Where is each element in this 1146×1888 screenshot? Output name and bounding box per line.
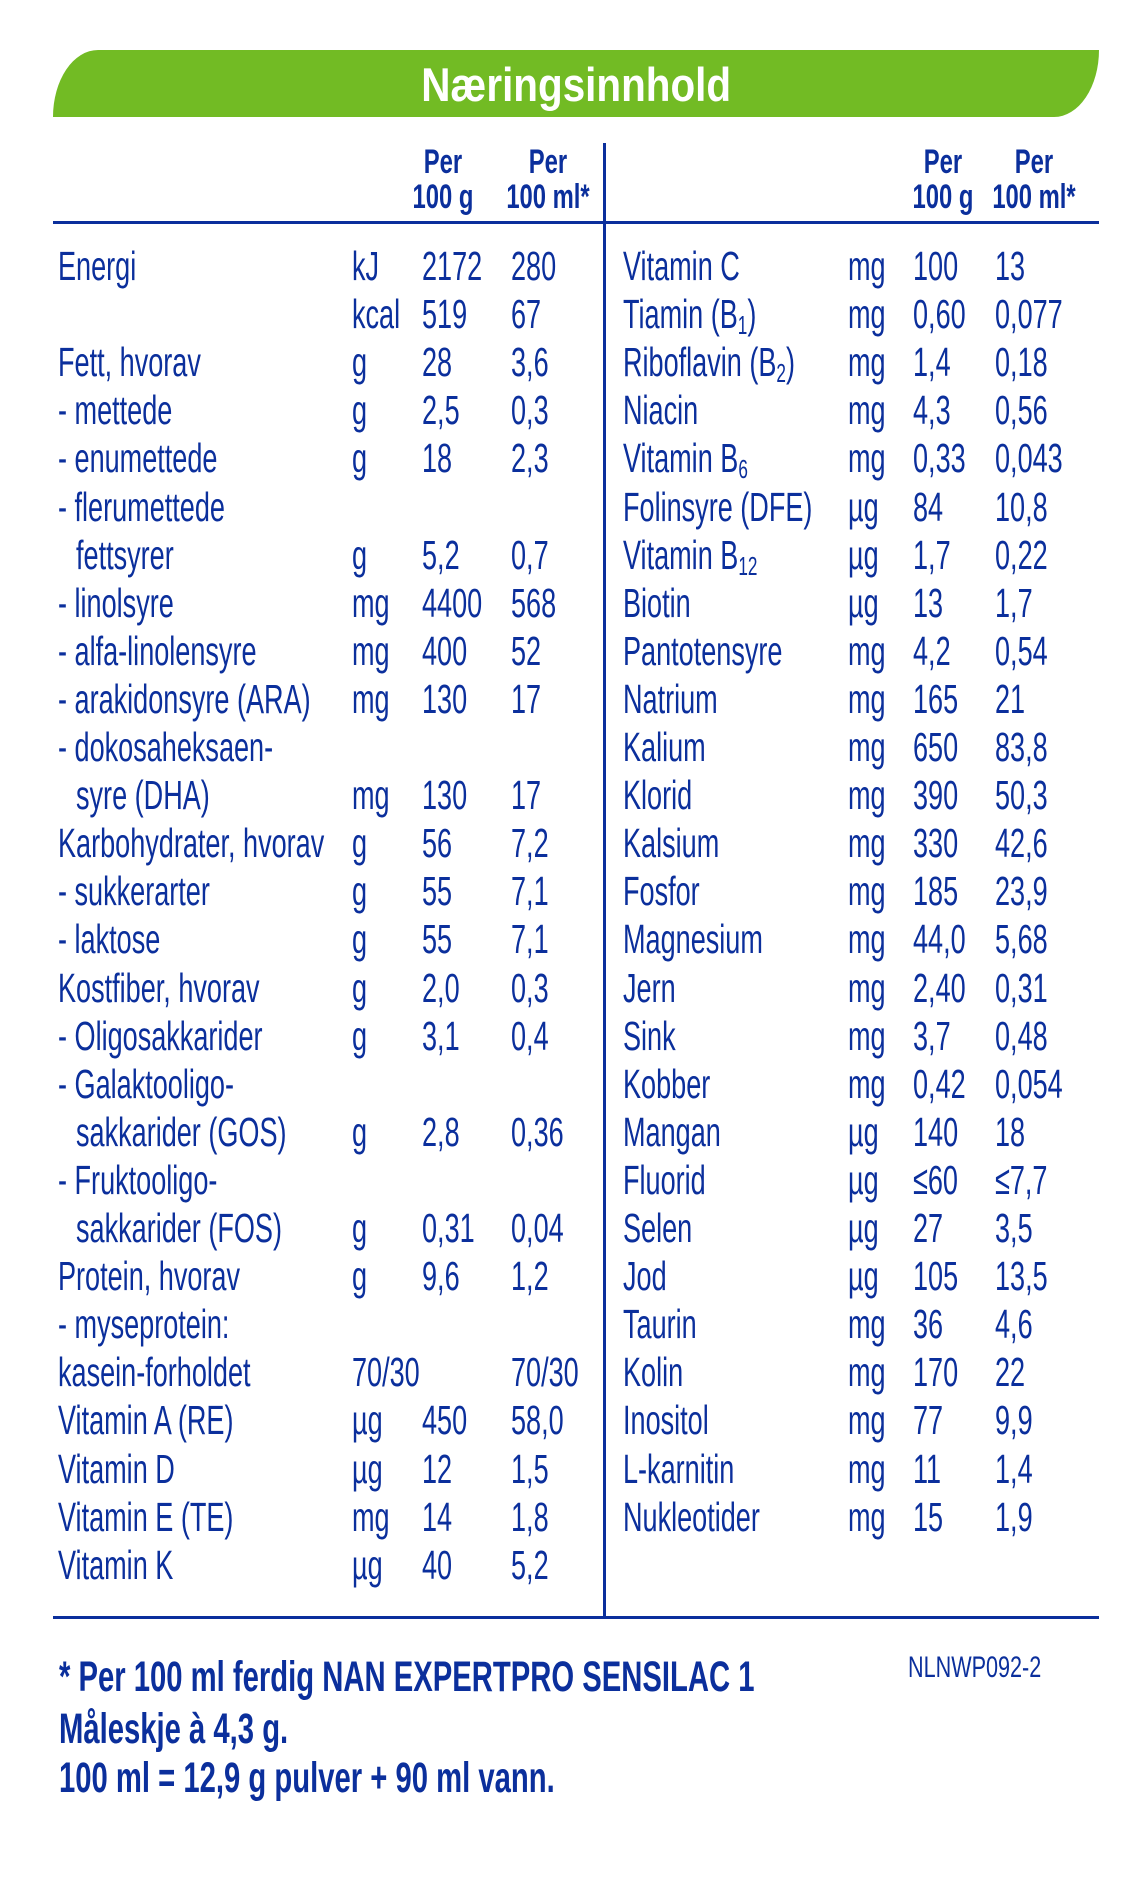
per-100g-cell: 4,3	[913, 387, 951, 434]
unit-cell: µg	[848, 1253, 879, 1300]
unit-cell: g	[352, 1108, 368, 1155]
table-row	[0, 1252, 1146, 1300]
table-row	[0, 1541, 1146, 1589]
per-100g-cell: 12	[422, 1445, 453, 1492]
per-100ml-cell: 18	[995, 1108, 1026, 1155]
nutrient-name-text: - dokosaheksaen-	[58, 724, 274, 770]
per-100ml-cell: 3,5	[995, 1205, 1033, 1251]
per-100g-cell: 4400	[422, 579, 483, 626]
nutrient-name-text: sakkarider (FOS)	[76, 1205, 282, 1251]
per-100g-cell: 28	[422, 339, 453, 386]
nutrient-name-text: - sukkerarter	[58, 868, 210, 915]
nutrient-name	[623, 1493, 760, 1541]
per-100g-cell: 5,2	[422, 531, 460, 578]
unit-cell: µg	[848, 1156, 879, 1203]
nutrient-name	[623, 723, 706, 771]
unit-cell: mg	[848, 243, 886, 289]
nutrient-name	[623, 627, 782, 675]
nutrient-name-text: - myseprotein:	[58, 1301, 230, 1348]
nutrient-name-text: Sink	[623, 1012, 676, 1059]
per-100ml-cell: 67	[511, 291, 542, 338]
per-100ml-cell: 17	[511, 772, 542, 819]
per-100ml-cell: 23,9	[995, 868, 1048, 915]
per-100g-cell: 4,2	[913, 627, 951, 674]
per-100g-cell: 13	[913, 579, 944, 626]
nutrient-name	[623, 386, 698, 434]
unit-cell: mg	[848, 820, 886, 867]
unit-cell: g	[352, 916, 368, 963]
table-row	[0, 1445, 1146, 1493]
unit-cell: g	[352, 820, 368, 867]
per-100g-cell: 1,7	[913, 531, 951, 578]
unit-cell: mg	[848, 627, 886, 674]
nutrient-name	[623, 1156, 706, 1204]
per-100ml-cell: 2,3	[511, 435, 549, 482]
per-100g-cell: 56	[422, 820, 453, 867]
nutrient-name-text: Vitamin B	[623, 531, 739, 578]
per-100ml-cell: ≤7,7	[995, 1156, 1048, 1203]
nutrient-name-text: Magnesium	[623, 916, 763, 963]
per-100g-cell: 330	[913, 820, 959, 867]
per-100g-cell: 185	[913, 868, 959, 915]
nutrient-name	[623, 531, 757, 579]
unit-cell: mg	[848, 1060, 886, 1107]
nutrient-name-text: Jern	[623, 964, 676, 1011]
nutrient-name-text: - alfa-linolensyre	[58, 627, 257, 674]
unit-cell: g	[352, 531, 368, 578]
per-100ml-cell: 568	[511, 579, 557, 626]
unit-cell: 70/30	[352, 1349, 420, 1396]
nutrient-name-text: Klorid	[623, 772, 693, 819]
per-100ml-cell: 0,04	[511, 1205, 564, 1251]
table-row	[0, 1204, 1146, 1252]
unit-cell: mg	[848, 772, 886, 819]
per-100ml-cell: 42,6	[995, 820, 1048, 867]
nutrient-name-text: Jod	[623, 1253, 667, 1300]
per-100g-cell: 40	[422, 1541, 453, 1588]
unit-cell: mg	[848, 1301, 886, 1348]
footnote-serving: * Per 100 ml ferdig NAN EXPERTPRO SENSILAC 1	[59, 1653, 755, 1701]
nutrient-name-text: Fosfor	[623, 868, 700, 915]
nutrient-name	[623, 1108, 721, 1156]
table-row	[0, 290, 1146, 341]
header-label: 100 g	[912, 178, 974, 216]
table-row	[0, 819, 1146, 867]
nutrient-name-text: Vitamin D	[58, 1445, 175, 1492]
per-100ml-cell: 50,3	[995, 772, 1048, 819]
per-100g-cell: ≤60	[913, 1156, 958, 1203]
per-100g-cell: 0,31	[422, 1205, 475, 1251]
unit-cell: kJ	[352, 243, 380, 289]
nutrient-name-text: - linolsyre	[58, 579, 174, 626]
unit-cell: µg	[352, 1445, 383, 1492]
per-100ml-cell: 0,36	[511, 1108, 564, 1155]
per-100ml-cell: 0,054	[995, 1060, 1063, 1107]
header-label: 100 ml*	[506, 178, 590, 216]
per-100g-cell: 14	[422, 1493, 453, 1540]
per-100g-cell: 519	[422, 291, 468, 338]
unit-cell: mg	[848, 1012, 886, 1059]
per-100g-cell: 18	[422, 435, 453, 482]
nutrient-name	[623, 964, 676, 1012]
nutrient-name-text: sakkarider (GOS)	[76, 1108, 287, 1155]
unit-cell: g	[352, 387, 368, 434]
per-100g-cell: 3,7	[913, 1012, 951, 1059]
per-100ml-cell: 21	[995, 675, 1026, 722]
nutrient-name-text: Taurin	[623, 1301, 697, 1348]
per-100ml-cell: 22	[995, 1349, 1026, 1396]
per-100g-cell: 2,8	[422, 1108, 460, 1155]
per-100ml-cell: 7,1	[511, 916, 549, 963]
unit-cell: g	[352, 868, 368, 915]
nutrient-name-text: L-karnitin	[623, 1445, 735, 1492]
nutrient-name-text: Vitamin K	[58, 1541, 174, 1588]
product-code: NLNWP092-2	[908, 1651, 1042, 1684]
per-100g-cell: 2,40	[913, 964, 966, 1011]
per-100ml-cell: 0,043	[995, 435, 1063, 482]
footnote-mixing: 100 ml = 12,9 g pulver + 90 ml vann.	[59, 1754, 555, 1802]
unit-cell: mg	[848, 964, 886, 1011]
nutrient-name	[623, 290, 757, 341]
per-100ml-cell: 58,0	[511, 1397, 564, 1444]
unit-cell: µg	[352, 1397, 383, 1444]
table-row	[0, 531, 1146, 579]
unit-cell: mg	[848, 1445, 886, 1492]
nutrient-name-text: syre (DHA)	[76, 772, 210, 819]
unit-cell: mg	[848, 1349, 886, 1396]
per-100ml-cell: 0,56	[995, 387, 1048, 434]
per-100g-cell: 0,33	[913, 435, 966, 482]
per-100g-cell: 130	[422, 675, 468, 722]
header-rule	[53, 221, 1099, 224]
per-100g-cell: 140	[913, 1108, 959, 1155]
header-label: 100 g	[412, 178, 474, 216]
unit-cell: µg	[848, 483, 879, 530]
per-100g-cell: 55	[422, 916, 453, 963]
nutrient-name-text: Kostfiber, hvorav	[58, 964, 260, 1011]
per-100ml-cell: 280	[511, 243, 557, 289]
per-100g-cell: 450	[422, 1397, 468, 1444]
nutrient-name-text: - flerumettede	[58, 483, 225, 530]
nutrient-name-text: Karbohydrater, hvorav	[58, 820, 325, 867]
table-row	[0, 242, 1146, 290]
per-100g-cell: 2172	[422, 243, 483, 289]
nutrient-name	[623, 483, 812, 531]
nutrient-name	[623, 675, 718, 723]
table-row	[0, 338, 1146, 389]
per-100ml-cell: 1,8	[511, 1493, 549, 1540]
nutrient-name-text: Natrium	[623, 675, 718, 722]
per-100ml-cell: 1,2	[511, 1253, 549, 1300]
unit-cell: µg	[848, 1108, 879, 1155]
unit-cell: g	[352, 1253, 368, 1300]
per-100ml-cell: 0,4	[511, 1012, 549, 1059]
per-100ml-cell: 1,5	[511, 1445, 549, 1492]
unit-cell: mg	[848, 724, 886, 770]
unit-cell: g	[352, 339, 368, 386]
nutrient-name	[623, 819, 719, 867]
nutrient-name	[623, 867, 700, 915]
unit-cell: g	[352, 1012, 368, 1059]
per-100ml-cell: 17	[511, 675, 542, 722]
nutrient-subscript: 12	[738, 550, 758, 581]
per-100ml-cell: 0,3	[511, 387, 549, 434]
per-100ml-cell: 5,2	[511, 1541, 549, 1588]
page-title: Næringsinnhold	[421, 58, 731, 111]
unit-cell: mg	[848, 435, 886, 482]
nutrient-name-text: fettsyrer	[76, 531, 174, 578]
per-100ml-cell: 7,2	[511, 820, 549, 867]
per-100ml-cell: 70/30	[511, 1349, 579, 1396]
header-label: Per	[1014, 143, 1054, 181]
nutrient-name-text: Kobber	[623, 1060, 711, 1107]
nutrient-name-text: Folinsyre (DFE)	[623, 483, 813, 530]
nutrient-name-text: Fluorid	[623, 1156, 706, 1203]
nutrient-name	[58, 1541, 173, 1589]
unit-cell: mg	[848, 387, 886, 434]
per-100ml-cell: 0,31	[995, 964, 1048, 1011]
table-row	[0, 867, 1146, 915]
table-row	[0, 771, 1146, 819]
nutrient-name-text: Biotin	[623, 579, 691, 626]
header-label: 100 ml*	[992, 178, 1076, 216]
nutrient-name-text: Niacin	[623, 387, 699, 434]
table-row	[0, 1060, 1146, 1108]
per-100g-cell: 44,0	[913, 916, 966, 963]
per-100ml-cell: 3,6	[511, 339, 549, 386]
table-row	[0, 675, 1146, 723]
nutrient-name	[623, 1012, 676, 1060]
unit-cell: mg	[352, 772, 390, 819]
per-100g-cell: 400	[422, 627, 468, 674]
nutrient-subscript: 1	[737, 310, 748, 341]
unit-cell: g	[352, 964, 368, 1011]
per-100g-cell: 77	[913, 1397, 944, 1444]
unit-cell: mg	[352, 1493, 390, 1540]
nutrient-name-text: - enumettede	[58, 435, 218, 482]
unit-cell: mg	[848, 675, 886, 722]
per-100g-cell: 165	[913, 675, 959, 722]
table-row	[0, 1108, 1146, 1156]
header-label: Per	[528, 143, 568, 181]
per-100g-cell: 390	[913, 772, 959, 819]
nutrient-name-text: Fett, hvorav	[58, 339, 201, 386]
nutrient-subscript: 2	[776, 358, 786, 389]
bottom-rule	[53, 1616, 1099, 1619]
per-100ml-cell: 0,48	[995, 1012, 1048, 1059]
table-row	[0, 386, 1146, 434]
per-100ml-cell: 83,8	[995, 724, 1048, 770]
per-100ml-cell: 9,9	[995, 1397, 1033, 1444]
per-100ml-cell: 0,7	[511, 531, 549, 578]
per-100ml-cell: 0,22	[995, 531, 1048, 578]
nutrient-name	[623, 338, 795, 389]
per-100ml-cell: 13,5	[995, 1253, 1048, 1300]
nutrient-name-tail: )	[785, 339, 795, 386]
table-row	[0, 579, 1146, 627]
nutrient-name	[623, 1396, 709, 1444]
table-row	[0, 434, 1146, 485]
unit-cell: mg	[848, 868, 886, 915]
nutrient-name-text: - Oligosakkarider	[58, 1012, 263, 1059]
table-row	[0, 915, 1146, 963]
nutrient-name-text: Tiamin (B	[623, 291, 738, 338]
per-100g-cell: 0,60	[913, 291, 966, 338]
nutrient-name-text: Selen	[623, 1205, 693, 1251]
per-100ml-cell: 0,077	[995, 291, 1063, 338]
nutrient-name	[623, 1348, 683, 1396]
nutrient-name-text: - arakidonsyre (ARA)	[58, 675, 311, 722]
unit-cell: mg	[848, 1397, 886, 1444]
per-100ml-cell: 13	[995, 243, 1026, 289]
nutrient-name-text: kasein-forholdet	[58, 1349, 251, 1396]
nutrient-name-text: Mangan	[623, 1108, 721, 1155]
nutrient-name-text: - laktose	[58, 916, 161, 963]
per-100g-cell: 3,1	[422, 1012, 460, 1059]
nutrient-subscript: 6	[738, 454, 748, 485]
per-100g-cell: 100	[913, 243, 959, 289]
per-100g-cell: 0,42	[913, 1060, 966, 1107]
unit-cell: µg	[848, 579, 879, 626]
per-100ml-cell: 1,9	[995, 1493, 1033, 1540]
nutrient-name	[623, 1300, 697, 1348]
nutrient-name	[623, 915, 763, 963]
nutrient-name-text: Protein, hvorav	[58, 1253, 240, 1300]
nutrient-name-text: Kalsium	[623, 820, 720, 867]
table-row	[0, 1012, 1146, 1060]
unit-cell: g	[352, 1205, 368, 1251]
per-100ml-cell: 0,3	[511, 964, 549, 1011]
table-row	[0, 1348, 1146, 1396]
per-100ml-cell: 1,7	[995, 579, 1033, 626]
nutrient-name	[623, 579, 691, 627]
per-100ml-cell: 7,1	[511, 868, 549, 915]
footnote-scoop: Måleskje à 4,3 g.	[59, 1705, 289, 1753]
unit-cell: mg	[848, 339, 886, 386]
nutrient-name-text: Inositol	[623, 1397, 709, 1444]
nutrient-name	[623, 1252, 667, 1300]
unit-cell: kcal	[352, 291, 401, 338]
unit-cell: mg	[352, 579, 390, 626]
unit-cell: g	[352, 435, 368, 482]
nutrient-name-text: Pantotensyre	[623, 627, 783, 674]
nutrient-name-text: Kalium	[623, 724, 706, 770]
nutrient-name-text: Vitamin E (TE)	[58, 1493, 234, 1540]
nutrient-name	[623, 434, 748, 485]
header-label: Per	[423, 143, 463, 181]
per-100g-cell: 650	[913, 724, 959, 770]
per-100g-cell: 27	[913, 1205, 944, 1251]
per-100g-cell: 11	[913, 1445, 942, 1492]
nutrient-name-tail: )	[747, 291, 757, 338]
per-100ml-cell: 4,6	[995, 1301, 1033, 1348]
table-row	[0, 1396, 1146, 1444]
nutrient-name-text: - Galaktooligo-	[58, 1060, 234, 1107]
table-row	[0, 723, 1146, 771]
per-100ml-cell: 1,4	[995, 1445, 1033, 1492]
nutrient-name-text: - mettede	[58, 387, 173, 434]
per-100g-cell: 1,4	[913, 339, 951, 386]
per-100g-cell: 9,6	[422, 1253, 460, 1300]
unit-cell: mg	[352, 627, 390, 674]
left-header-per-100ml	[478, 145, 618, 215]
nutrient-name-text: - Fruktooligo-	[58, 1156, 218, 1203]
per-100ml-cell: 52	[511, 627, 542, 674]
right-header-per-100ml	[964, 145, 1104, 215]
table-row	[0, 627, 1146, 675]
per-100ml-cell: 0,54	[995, 627, 1048, 674]
unit-cell: µg	[352, 1541, 383, 1588]
per-100g-cell: 2,0	[422, 964, 460, 1011]
unit-cell: mg	[848, 1493, 886, 1540]
per-100ml-cell: 5,68	[995, 916, 1048, 963]
nutrient-name	[623, 1445, 734, 1493]
table-row	[0, 964, 1146, 1012]
nutrient-name	[623, 242, 740, 290]
nutrient-name-text: Vitamin B	[623, 435, 739, 482]
nutrient-name-text: Energi	[58, 243, 137, 289]
per-100g-cell: 84	[913, 483, 944, 530]
per-100g-cell: 2,5	[422, 387, 460, 434]
table-row	[0, 483, 1146, 531]
per-100g-cell: 36	[913, 1301, 944, 1348]
header-label: Per	[923, 143, 963, 181]
nutrient-name	[623, 1060, 710, 1108]
nutrient-name	[623, 1204, 692, 1252]
title-banner	[53, 50, 1099, 117]
per-100g-cell: 170	[913, 1349, 959, 1396]
nutrient-name-text: Vitamin A (RE)	[58, 1397, 234, 1444]
unit-cell: µg	[848, 531, 879, 578]
per-100g-cell: 15	[913, 1493, 944, 1540]
nutrient-name-text: Nukleotider	[623, 1493, 760, 1540]
table-row	[0, 1493, 1146, 1541]
nutrient-name-text: Riboflavin (B	[623, 339, 777, 386]
per-100g-cell: 55	[422, 868, 453, 915]
unit-cell: mg	[848, 291, 886, 338]
unit-cell: mg	[352, 675, 390, 722]
per-100g-cell: 130	[422, 772, 468, 819]
unit-cell: µg	[848, 1205, 879, 1251]
nutrient-name-text: Kolin	[623, 1349, 684, 1396]
unit-cell: mg	[848, 916, 886, 963]
table-row	[0, 1300, 1146, 1348]
per-100ml-cell: 10,8	[995, 483, 1048, 530]
table-row	[0, 1156, 1146, 1204]
per-100ml-cell: 0,18	[995, 339, 1048, 386]
nutrient-name-text: Vitamin C	[623, 243, 740, 289]
per-100g-cell: 105	[913, 1253, 959, 1300]
nutrient-name	[623, 771, 692, 819]
